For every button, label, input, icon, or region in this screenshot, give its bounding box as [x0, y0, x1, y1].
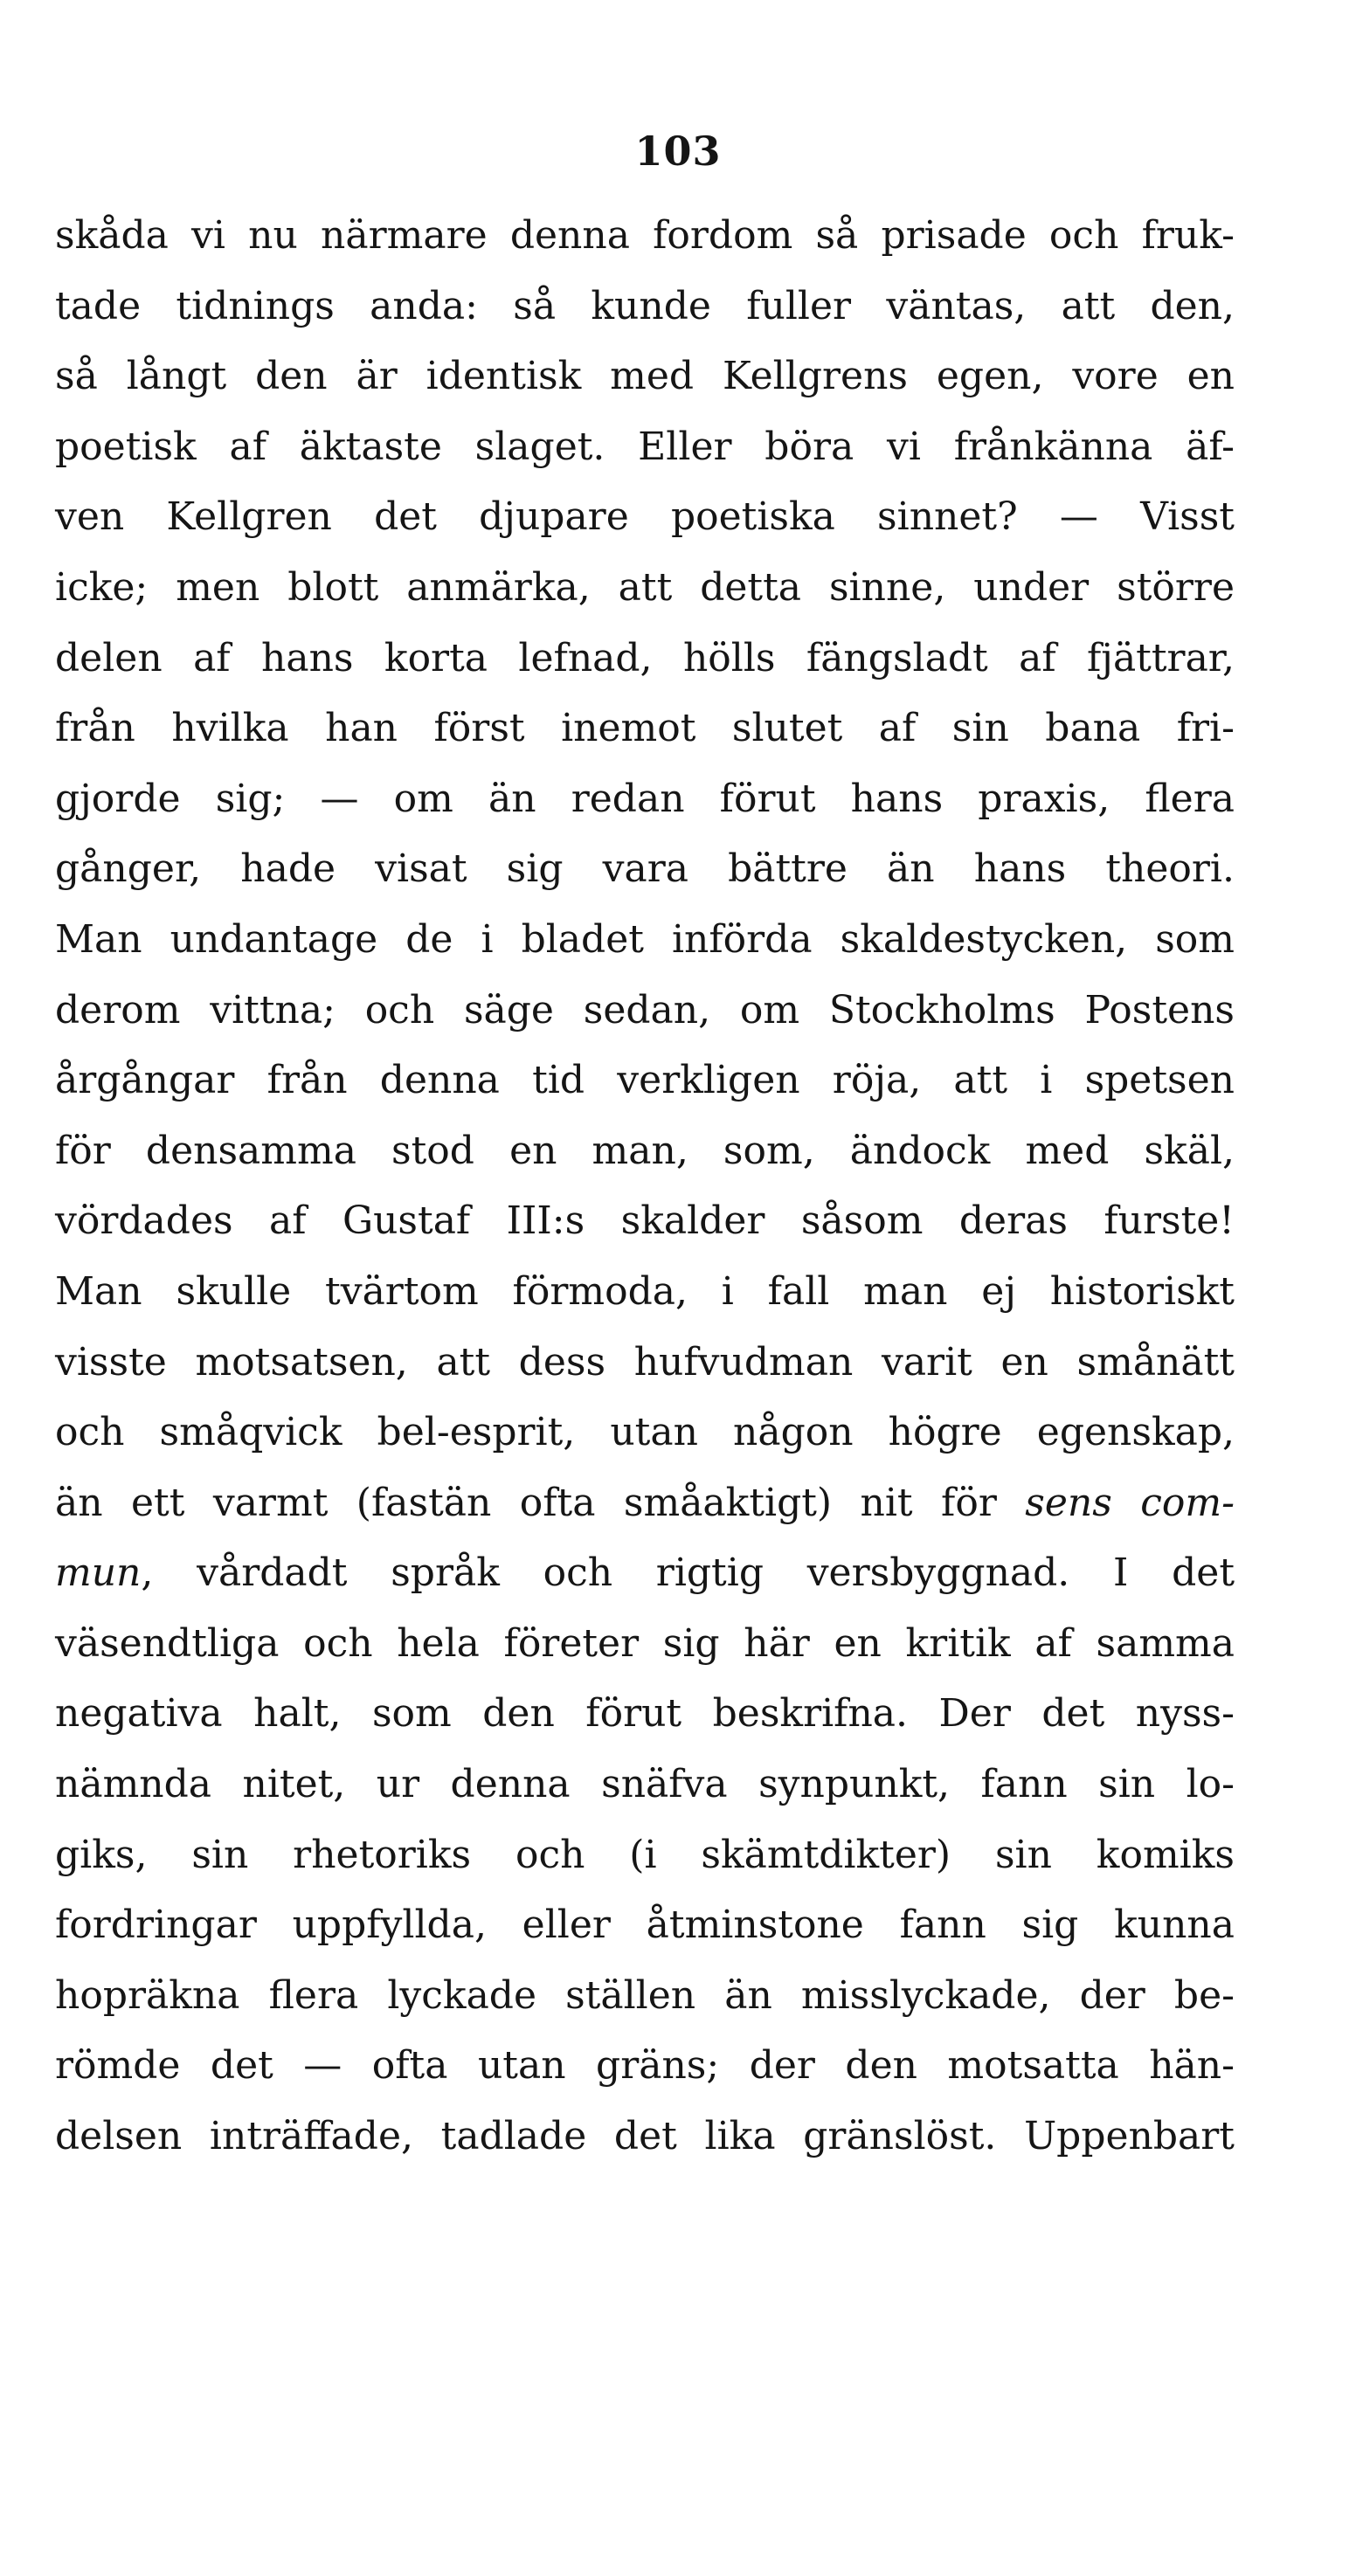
text-line: negativa halt, som den förut beskrifna. Der det nyss- [55, 1691, 1235, 1737]
text-line: gjorde sig; — om än redan förut hans praxis, flera [55, 776, 1235, 821]
italic-phrase: mun [55, 1550, 142, 1596]
text-line: från hvilka han först inemot slutet af sin bana fri- [55, 706, 1235, 751]
text-line: visste motsatsen, att dess hufvudman varit en smånätt [55, 1339, 1235, 1385]
text-line: poetisk af äktaste slaget. Eller böra vi frånkänna äf- [55, 424, 1235, 469]
text-line: gånger, hade visat sig vara bättre än hans theori. [55, 846, 1235, 892]
text-line: Man skulle tvärtom förmoda, i fall man ej historiskt [55, 1268, 1235, 1314]
text-line [55, 1538, 1235, 1609]
text-line: Man undantage de i bladet införda skaldestycken, som [55, 916, 1235, 962]
text-line: fordringar uppfyllda, eller åtminstone fann sig kunna [55, 1903, 1235, 1948]
italic-phrase: sens com- [1025, 1480, 1235, 1525]
text-line: så långt den är identisk med Kellgrens egen, vore en [55, 354, 1235, 399]
text-line: för densamma stod en man, som, ändock med skäl, [55, 1128, 1235, 1173]
text-line: giks, sin rhetoriks och (i skämtdikter) sin komiks [55, 1832, 1235, 1877]
text-line: derom vittna; och säge sedan, om Stockholms Postens [55, 987, 1235, 1032]
text-line: icke; men blott anmärka, att detta sinne, under större [55, 564, 1235, 610]
text-segment: än ett varmt (fastän ofta småaktigt) nit för [55, 1480, 1026, 1525]
text-line: tade tidnings anda: så kunde fuller väntas, att den, [55, 283, 1235, 328]
text-line: väsendtliga och hela företer sig här en kritik af samma [55, 1620, 1235, 1666]
text-line: skåda vi nu närmare denna fordom så prisade och fruk- [55, 213, 1235, 258]
text-line: römde det — ofta utan gräns; der den motsatta hän- [55, 2043, 1235, 2089]
text-line: delsen inträffade, tadlade det lika gränslöst. Uppenbart [55, 2114, 1235, 2159]
text-line [55, 1468, 1235, 1539]
text-line: nämnda nitet, ur denna snäfva synpunkt, fann sin lo- [55, 1762, 1235, 1807]
text-line: delen af hans korta lefnad, hölls fängsladt af fjättrar, [55, 635, 1235, 680]
text-line: vördades af Gustaf III:s skalder såsom deras furste! [55, 1198, 1235, 1244]
text-line: och småqvick bel-esprit, utan någon högre egenskap, [55, 1410, 1235, 1455]
body-text [55, 201, 1235, 2172]
text-line: ven Kellgren det djupare poetiska sinnet? — Visst [55, 494, 1235, 540]
text-segment: , vårdadt språk och rigtig versbyggnad. I det [141, 1550, 1235, 1596]
text-line: hopräkna flera lyckade ställen än misslyckade, der be- [55, 1972, 1235, 2018]
text-line: årgångar från denna tid verkligen röja, att i spetsen [55, 1058, 1235, 1103]
page-number: 103 [634, 128, 722, 175]
